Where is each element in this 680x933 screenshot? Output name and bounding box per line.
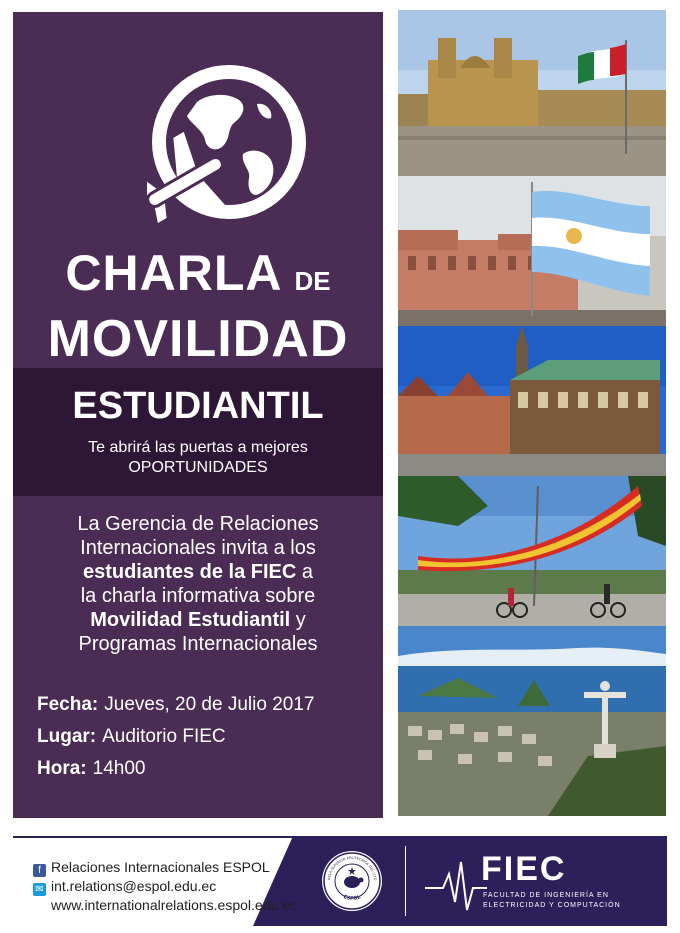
- photo-rio-de-janeiro: [398, 626, 666, 816]
- title-charla: [13, 245, 383, 309]
- email-link[interactable]: [33, 877, 216, 896]
- invitation-line4: la charla informativa sobre: [80, 585, 316, 607]
- invitation-line3-bold: estudiantes de la FIEC: [82, 561, 297, 583]
- hora-value: 14h00: [92, 758, 146, 779]
- detail-fecha: [37, 694, 314, 716]
- website-link[interactable]: [51, 896, 297, 914]
- title-movilidad: MOVILIDAD: [47, 310, 349, 368]
- photo-mexico-city: [398, 10, 666, 176]
- fecha-value: Jueves, 20 de Julio 2017: [104, 694, 315, 715]
- website-text: www.internationalrelations.espol.edu.ec: [51, 897, 297, 913]
- globe-airplane-icon: [147, 64, 307, 224]
- facebook-text: Relaciones Internacionales ESPOL: [51, 859, 270, 875]
- invitation-line3-rest: a: [296, 561, 314, 583]
- facebook-icon: f: [33, 864, 46, 877]
- invitation-line3: [13, 560, 383, 584]
- detail-lugar: [37, 726, 226, 748]
- subtitle-estudiantil: ESTUDIANTIL: [72, 385, 324, 427]
- fiec-subtitle-line2: ELECTRICIDAD Y COMPUTACIÓN: [483, 902, 621, 909]
- fiec-subtitle-line1: FACULTAD DE INGENIERÍA EN: [483, 892, 609, 899]
- facebook-link[interactable]: [33, 858, 270, 877]
- footer-divider: [405, 846, 406, 916]
- detail-hora: [37, 758, 145, 780]
- fiec-name: FIEC: [481, 850, 567, 888]
- lugar-value: Auditorio FIEC: [102, 726, 226, 747]
- fecha-label: Fecha:: [37, 694, 99, 715]
- invitation-text: [13, 512, 383, 656]
- subtitle-band: [13, 368, 383, 496]
- email-icon: ✉: [33, 883, 46, 896]
- espol-seal-logo: [321, 850, 383, 912]
- photo-spain: [398, 476, 666, 626]
- invitation-line1: La Gerencia de Relaciones: [77, 513, 319, 535]
- invitation-line5: [13, 608, 383, 632]
- photo-buenos-aires: [398, 176, 666, 326]
- poster-panel: [13, 12, 383, 818]
- hora-label: Hora:: [37, 758, 87, 779]
- seal-top-text: UELA SUPERIOR POLITÉCNICA DEL LITO: [326, 855, 378, 881]
- title-de-word: DE: [294, 266, 331, 296]
- invitation-line2: Internacionales invita a los: [80, 537, 316, 559]
- tagline-line1: Te abrirá las puertas a mejores: [88, 439, 308, 456]
- lugar-label: Lugar:: [37, 726, 97, 747]
- invitation-line5-bold: Movilidad Estudiantil: [90, 609, 291, 631]
- tagline-line2: OPORTUNIDADES: [128, 459, 268, 476]
- email-text: int.relations@espol.edu.ec: [51, 878, 217, 894]
- footer: [13, 836, 667, 926]
- invitation-line5-rest: y: [290, 609, 306, 631]
- title-charla-word: CHARLA: [65, 245, 283, 301]
- photo-bremen: [398, 326, 666, 476]
- seal-bottom-text: ESPOL: [342, 894, 362, 902]
- invitation-line6: Programas Internacionales: [78, 633, 318, 655]
